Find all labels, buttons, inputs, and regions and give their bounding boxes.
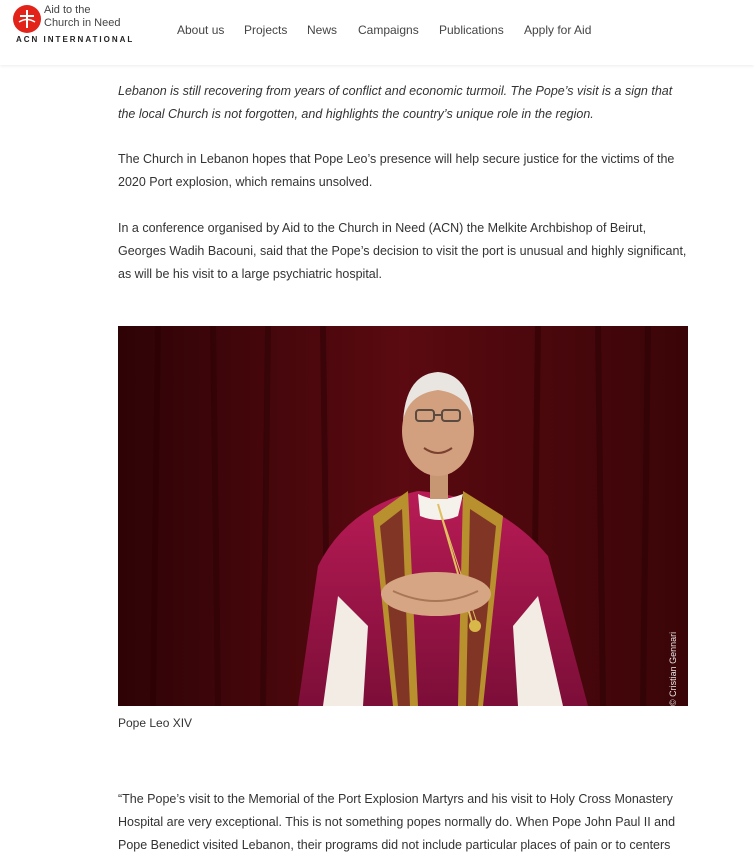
logo-text-line1: Aid to the <box>44 4 91 16</box>
nav-news[interactable]: News <box>307 23 338 37</box>
nav-campaigns[interactable]: Campaigns <box>358 23 419 37</box>
pope-photo <box>118 326 688 706</box>
nav-apply-for-aid[interactable]: Apply for Aid <box>524 23 592 37</box>
logo-text-line2: Church in Need <box>44 17 121 29</box>
acn-logo[interactable] <box>13 4 143 44</box>
nav-projects[interactable]: Projects <box>244 23 288 37</box>
article-paragraph: The Church in Lebanon hopes that Pope Leo’s presence will help secure justice for the victims of the 2020 Port explosion, which remains unsolved. <box>118 152 675 189</box>
photo-caption: Pope Leo XIV <box>118 716 193 730</box>
article-intro: Lebanon is still recovering from years of conflict and economic turmoil. The Pope’s visit is a sign that the local Church is not forgotten, and highlights the country’s unique role in the region. <box>118 84 673 121</box>
nav-publications[interactable]: Publications <box>439 23 504 37</box>
site-header <box>0 0 754 65</box>
photo-credit: © Cristian Gennari <box>668 631 678 706</box>
nav-about-us[interactable]: About us <box>177 23 225 37</box>
article-paragraph: In a conference organised by Aid to the Church in Need (ACN) the Melkite Archbishop of Beirut, Georges Wadih Bacouni, said that the Pope’s decision to visit the port is unusual and highly significant, as will be his visit to a large psychiatric hospital. <box>118 221 687 281</box>
logo-subtitle: ACN INTERNATIONAL <box>16 35 135 44</box>
article-quote: “The Pope’s visit to the Memorial of the Port Explosion Martyrs and his visit to Holy Cross Monastery Hospital are very exceptional. This is not something popes normally do. When Pope John Paul II and Pope Benedict visited Lebanon, their programs did not include particular places of pain or to centers <box>118 792 676 852</box>
cross-logo-icon <box>13 5 41 33</box>
